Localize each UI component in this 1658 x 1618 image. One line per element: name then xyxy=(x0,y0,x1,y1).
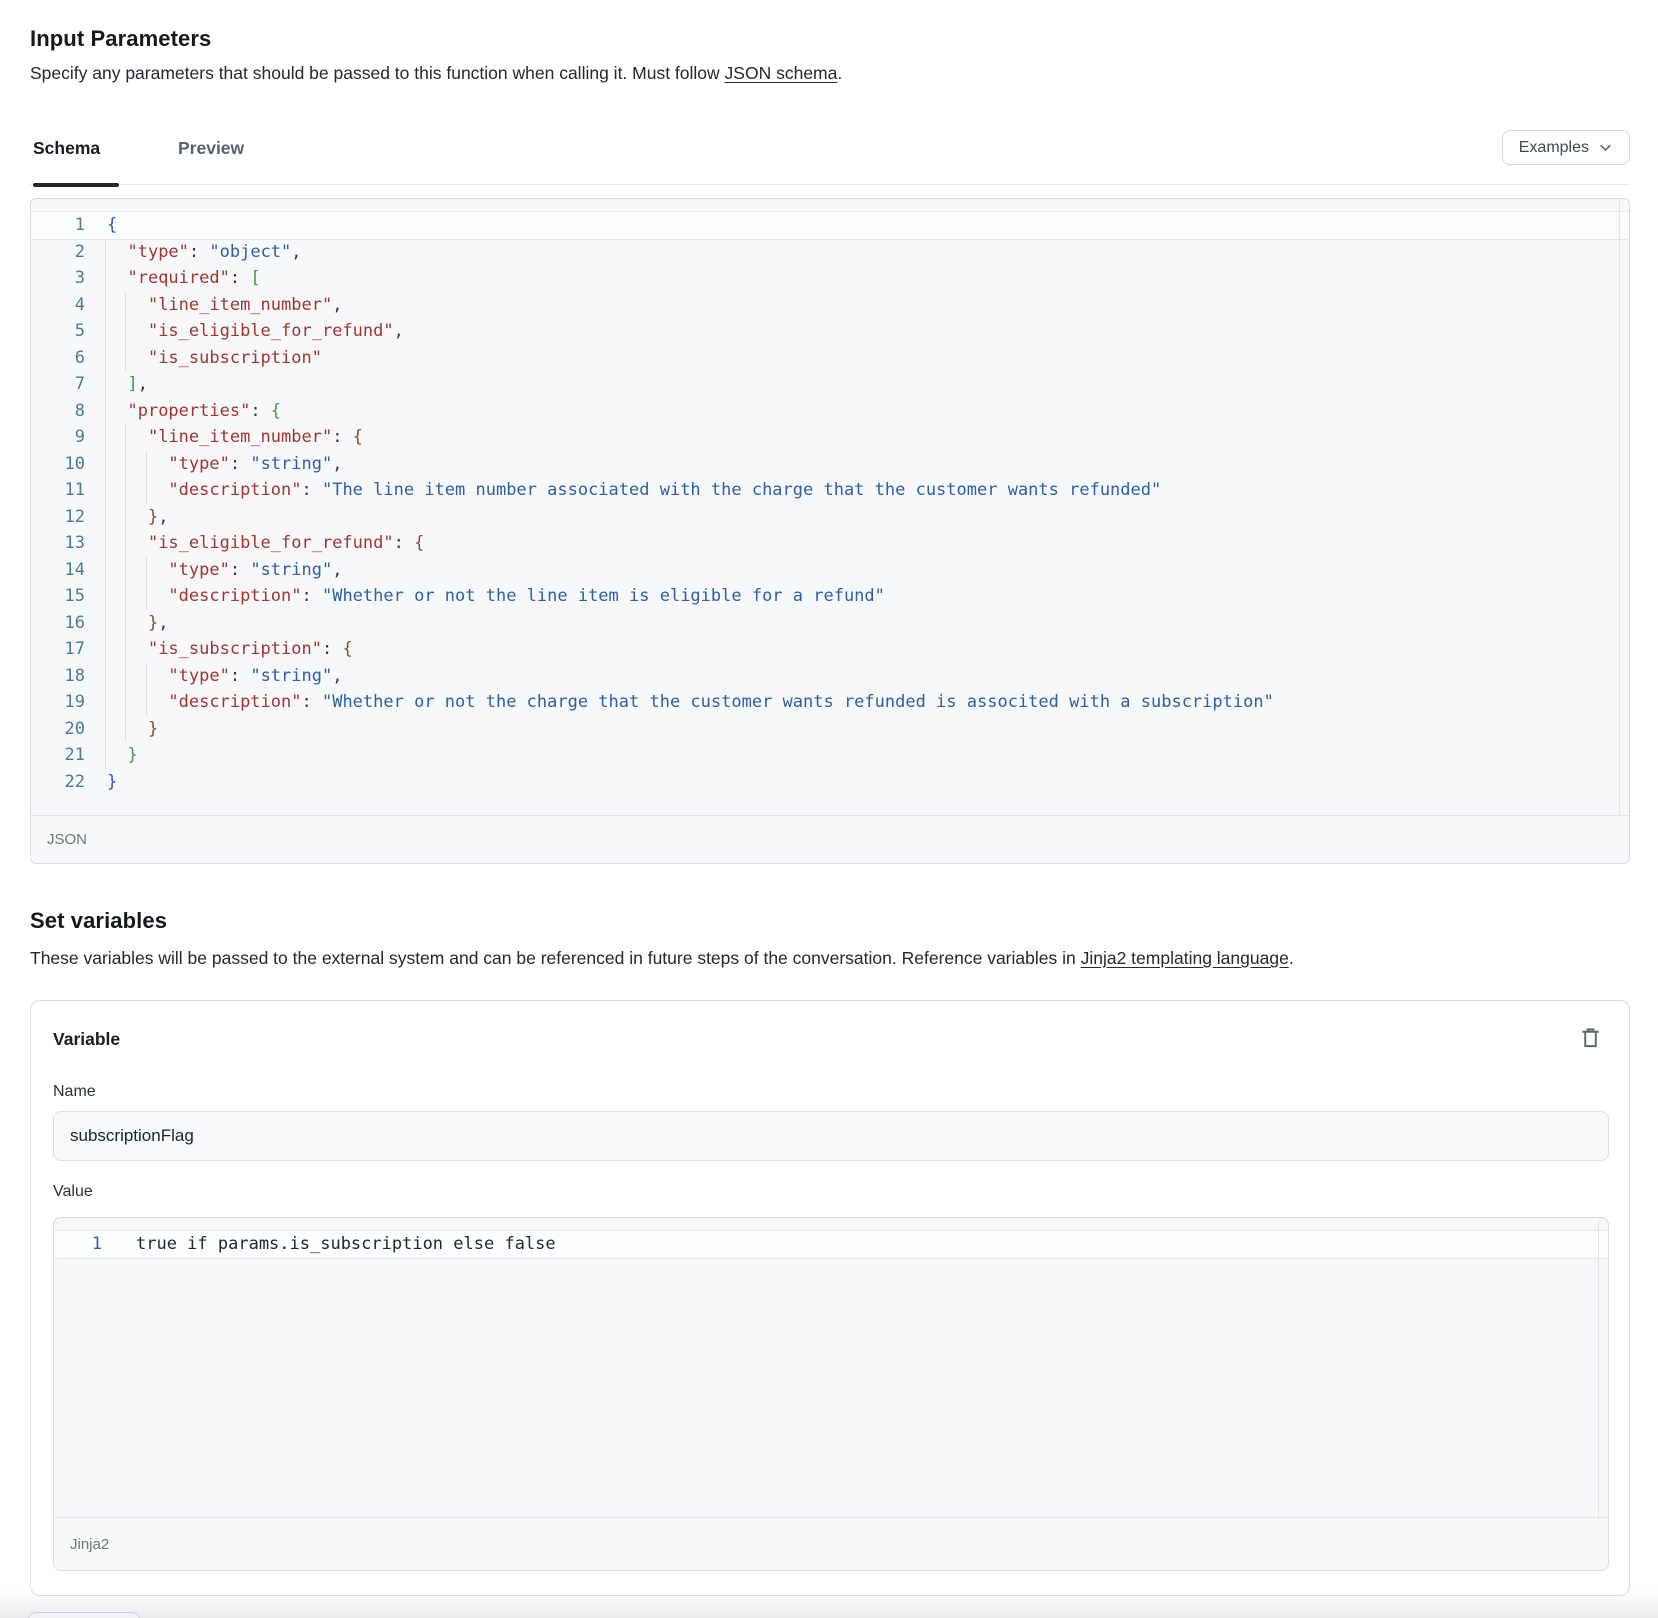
code-text: "description": "The line item number associated with the charge that the customer wants refunded" xyxy=(104,477,1629,504)
examples-button[interactable] xyxy=(1502,130,1630,165)
indent-guide xyxy=(125,424,126,451)
indent-guide xyxy=(105,451,106,478)
schema-editor-footer xyxy=(31,815,1629,863)
code-text: }, xyxy=(104,610,1629,637)
line-number: 12 xyxy=(64,506,85,527)
schema-editor[interactable] xyxy=(30,198,1630,864)
code-text: "type": "string", xyxy=(104,663,1629,690)
indent-guide xyxy=(125,557,126,584)
line-number: 2 xyxy=(74,241,85,262)
indent-guide xyxy=(146,557,147,584)
code-line[interactable] xyxy=(31,504,1629,531)
indent-guide xyxy=(125,318,126,345)
variable-name-input[interactable] xyxy=(53,1111,1609,1161)
tab-schema[interactable]: Schema xyxy=(33,138,101,158)
line-number: 3 xyxy=(74,268,85,288)
code-text: }, xyxy=(104,504,1629,531)
indent-guide xyxy=(105,345,106,372)
active-tab-indicator xyxy=(33,183,119,187)
indent-guide xyxy=(125,636,126,663)
code-line[interactable] xyxy=(31,530,1629,557)
indent-guide xyxy=(105,583,106,610)
indent-guide xyxy=(125,610,126,637)
indent-guide xyxy=(125,345,126,372)
indent-guide xyxy=(105,292,106,319)
jinja2-docs-link[interactable]: Jinja2 templating language xyxy=(1080,948,1289,968)
editor-language-label: Jinja2 xyxy=(70,1535,110,1553)
line-number: 7 xyxy=(74,374,85,394)
line-number: 17 xyxy=(64,639,85,659)
tab-preview[interactable]: Preview xyxy=(178,138,245,158)
indent-guide xyxy=(105,557,106,584)
code-line[interactable] xyxy=(31,663,1629,690)
line-number: 18 xyxy=(64,665,85,686)
indent-guide xyxy=(125,583,126,610)
indent-guide xyxy=(125,477,126,504)
description-period: . xyxy=(1288,948,1294,968)
indent-guide xyxy=(125,689,126,716)
code-line[interactable] xyxy=(31,769,1629,796)
code-line[interactable] xyxy=(31,292,1629,319)
indent-guide xyxy=(105,716,106,743)
indent-guide xyxy=(105,239,106,266)
code-text: "is_eligible_for_refund": { xyxy=(104,530,1629,557)
delete-variable-button[interactable] xyxy=(1579,1023,1607,1051)
add-variable-button[interactable] xyxy=(28,1612,140,1618)
code-text: "is_subscription": { xyxy=(104,636,1629,663)
value-editor-footer xyxy=(54,1517,1608,1570)
code-text: "is_subscription" xyxy=(104,345,1629,372)
code-text: "description": "Whether or not the charge that the customer wants refunded is associted with a subscription" xyxy=(104,689,1629,716)
indent-guide xyxy=(105,265,106,292)
code-line[interactable] xyxy=(31,398,1629,425)
variable-card-title: Variable xyxy=(53,1029,121,1049)
variable-card xyxy=(30,1000,1630,1596)
code-line[interactable] xyxy=(31,689,1629,716)
indent-guide xyxy=(105,689,106,716)
code-text: } xyxy=(107,771,118,792)
line-number: 22 xyxy=(64,771,85,792)
code-line[interactable] xyxy=(31,212,1629,239)
variable-name-label: Name xyxy=(53,1083,96,1100)
code-text: "is_eligible_for_refund", xyxy=(104,318,1629,345)
description-period: . xyxy=(837,63,843,83)
examples-button-label: Examples xyxy=(1518,138,1589,156)
line-number: 16 xyxy=(64,612,85,633)
line-number: 20 xyxy=(64,718,85,739)
indent-guide xyxy=(125,292,126,319)
schema-code-area[interactable] xyxy=(31,199,1629,795)
set-variables-description xyxy=(30,948,1294,969)
code-line[interactable] xyxy=(31,636,1629,663)
line-number: 1 xyxy=(74,215,85,235)
editor-language-label: JSON xyxy=(47,831,88,848)
code-line[interactable] xyxy=(54,1231,1608,1258)
code-line[interactable] xyxy=(31,716,1629,743)
code-text: "required": [ xyxy=(104,265,1629,292)
code-text: } xyxy=(104,742,1629,769)
line-number: 4 xyxy=(74,294,85,315)
input-parameters-description xyxy=(30,63,842,84)
indent-guide xyxy=(146,689,147,716)
line-number: 10 xyxy=(64,453,85,474)
indent-guide xyxy=(146,663,147,690)
indent-guide xyxy=(105,663,106,690)
indent-guide xyxy=(105,318,106,345)
indent-guide xyxy=(105,424,106,451)
code-text: ], xyxy=(104,371,1629,398)
indent-guide xyxy=(105,742,106,769)
line-number: 15 xyxy=(64,586,85,606)
indent-guide xyxy=(125,504,126,531)
code-line[interactable] xyxy=(31,371,1629,398)
line-number: 5 xyxy=(74,321,85,341)
chevron-down-icon xyxy=(1598,140,1613,155)
code-text: "line_item_number", xyxy=(104,292,1629,319)
code-line[interactable] xyxy=(31,557,1629,584)
variable-value-label: Value xyxy=(53,1183,93,1200)
code-text: true if params.is_subscription else false xyxy=(136,1234,556,1254)
editor-scroll-edge xyxy=(1598,1219,1599,1519)
code-line[interactable] xyxy=(31,477,1629,504)
line-number: 1 xyxy=(91,1234,102,1254)
indent-guide xyxy=(125,530,126,557)
code-line[interactable] xyxy=(31,583,1629,610)
description-text: Specify any parameters that should be passed to this function when calling it. Must follow xyxy=(30,63,725,83)
trash-icon xyxy=(1579,1026,1607,1049)
editor-scroll-edge xyxy=(1619,200,1620,817)
json-schema-link[interactable]: JSON schema xyxy=(724,63,838,83)
indent-guide xyxy=(125,451,126,478)
code-text: "type": "string", xyxy=(104,557,1629,584)
code-line[interactable] xyxy=(31,345,1629,372)
code-line[interactable] xyxy=(31,239,1629,266)
page-title: Input Parameters xyxy=(30,26,212,51)
indent-guide xyxy=(105,636,106,663)
set-variables-title: Set variables xyxy=(30,908,168,933)
indent-guide xyxy=(146,583,147,610)
line-number: 21 xyxy=(64,745,85,765)
line-number: 13 xyxy=(64,533,85,553)
line-number: 6 xyxy=(74,347,85,368)
code-text: "description": "Whether or not the line item is eligible for a refund" xyxy=(104,583,1629,610)
line-number: 11 xyxy=(64,480,85,500)
line-number: 14 xyxy=(64,559,85,580)
line-number: 8 xyxy=(74,400,85,421)
indent-guide xyxy=(146,451,147,478)
code-text: } xyxy=(104,716,1629,743)
indent-guide xyxy=(105,504,106,531)
code-line[interactable] xyxy=(31,318,1629,345)
code-text: "properties": { xyxy=(104,398,1629,425)
indent-guide xyxy=(105,610,106,637)
indent-guide xyxy=(105,477,106,504)
code-line[interactable] xyxy=(31,424,1629,451)
indent-guide xyxy=(125,716,126,743)
indent-guide xyxy=(125,663,126,690)
code-text: "type": "object", xyxy=(104,239,1629,266)
code-line[interactable] xyxy=(31,610,1629,637)
code-line[interactable] xyxy=(31,265,1629,292)
value-code-area[interactable] xyxy=(54,1218,1608,1258)
indent-guide xyxy=(105,530,106,557)
description-text: These variables will be passed to the external system and can be referenced in future steps of the conversation. Reference variables in xyxy=(30,948,1081,968)
variable-value-editor[interactable] xyxy=(53,1217,1609,1571)
indent-guide xyxy=(105,371,106,398)
code-line[interactable] xyxy=(31,742,1629,769)
line-number: 19 xyxy=(64,692,85,712)
code-text: "line_item_number": { xyxy=(104,424,1629,451)
code-text: { xyxy=(107,215,118,235)
code-text: "type": "string", xyxy=(104,451,1629,478)
code-line[interactable] xyxy=(31,451,1629,478)
indent-guide xyxy=(105,398,106,425)
line-number: 9 xyxy=(74,427,85,447)
tab-bar xyxy=(30,124,1630,185)
variable-name-value: subscriptionFlag xyxy=(70,1126,194,1145)
indent-guide xyxy=(146,477,147,504)
